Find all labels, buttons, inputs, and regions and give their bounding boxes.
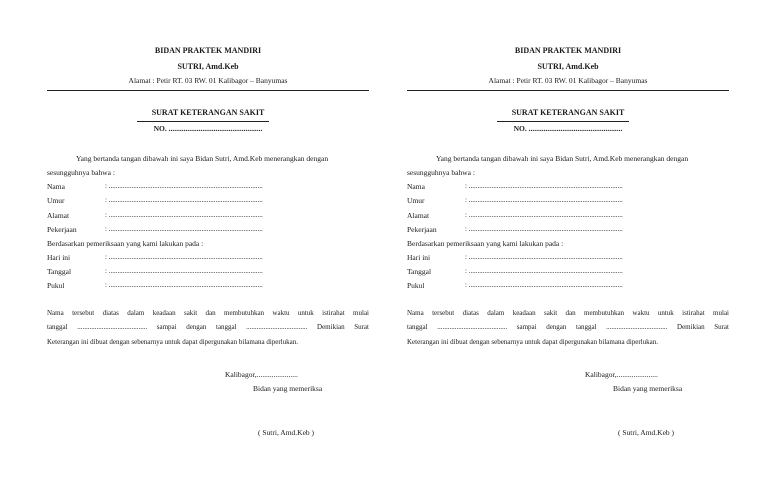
doc-title-underline <box>497 121 629 122</box>
exam-value-pukul: : ........................................................................................ <box>465 281 623 289</box>
exam-label-tanggal: Tanggal <box>47 267 72 276</box>
intro-line-2: sesungguhnya bahwa : <box>47 168 115 177</box>
header-name: SUTRI, Amd.Keb <box>537 62 599 71</box>
place-date: Kalibagor,...................... <box>225 370 298 379</box>
doc-number: NO. .................................................. <box>513 124 623 133</box>
signer-name: ( Sutri, Amd.Keb ) <box>618 428 675 437</box>
exam-label-hari: Hari ini <box>407 253 431 262</box>
field-label-alamat: Alamat <box>407 211 430 220</box>
doc-title: SURAT KETERANGAN SAKIT <box>511 108 625 117</box>
field-label-pekerjaan: Pekerjaan <box>407 225 437 234</box>
signer-name: ( Sutri, Amd.Keb ) <box>258 428 315 437</box>
field-label-umur: Umur <box>407 196 425 205</box>
doc-title: SURAT KETERANGAN SAKIT <box>151 108 265 117</box>
field-value-umur: : ........................................................................................ <box>105 196 263 204</box>
intro-line-2: sesungguhnya bahwa : <box>407 168 475 177</box>
body-line-1: Nama tersebut diatas dalam keadaan sakit dan membutuhkan waktu untuk istirahat mulai <box>407 309 729 317</box>
field-value-nama: : ........................................................................................ <box>465 182 623 190</box>
exam-value-pukul: : ........................................................................................ <box>105 281 263 289</box>
header-divider <box>47 90 369 91</box>
field-value-alamat: : ........................................................................................ <box>465 211 623 219</box>
signer-role: Bidan yang memeriksa <box>253 384 323 393</box>
intro-line-1: Yang bertanda tangan dibawah ini saya Bidan Sutri, Amd.Keb menerangkan dengan <box>436 154 689 163</box>
field-label-pekerjaan: Pekerjaan <box>47 225 77 234</box>
field-label-nama: Nama <box>47 182 65 191</box>
field-label-nama: Nama <box>407 182 425 191</box>
exam-value-tanggal: : ........................................................................................ <box>105 267 263 275</box>
header-title: BIDAN PRAKTEK MANDIRI <box>514 46 622 55</box>
field-value-nama: : ........................................................................................ <box>105 182 263 190</box>
exam-value-tanggal: : ........................................................................................ <box>465 267 623 275</box>
body-line-2: tanggal ........................................ sampai dengan tanggal ................................... Demikian Surat <box>47 323 369 331</box>
intro-line-1: Yang bertanda tangan dibawah ini saya Bidan Sutri, Amd.Keb menerangkan dengan <box>76 154 329 163</box>
header-divider <box>407 90 729 91</box>
field-label-umur: Umur <box>47 196 65 205</box>
exam-label-pukul: Pukul <box>407 281 425 290</box>
header-title: BIDAN PRAKTEK MANDIRI <box>154 46 262 55</box>
field-value-pekerjaan: : ........................................................................................ <box>465 225 623 233</box>
field-value-umur: : ........................................................................................ <box>465 196 623 204</box>
body-line-1: Nama tersebut diatas dalam keadaan sakit dan membutuhkan waktu untuk istirahat mulai <box>47 309 369 317</box>
exam-label-hari: Hari ini <box>47 253 71 262</box>
letter-left <box>47 0 369 489</box>
field-label-alamat: Alamat <box>47 211 70 220</box>
signer-role: Bidan yang memeriksa <box>613 384 683 393</box>
header-address: Alamat : Petir RT. 03 RW. 01 Kalibagor – Banyumas <box>128 76 288 85</box>
field-value-pekerjaan: : ........................................................................................ <box>105 225 263 233</box>
header-name: SUTRI, Amd.Keb <box>177 62 239 71</box>
exam-value-hari: : ........................................................................................ <box>105 253 263 261</box>
doc-number: NO. .................................................. <box>153 124 263 133</box>
place-date: Kalibagor,...................... <box>585 370 658 379</box>
exam-intro: Berdasarkan pemeriksaan yang kami lakukan pada : <box>47 239 204 248</box>
exam-label-pukul: Pukul <box>47 281 65 290</box>
doc-title-underline <box>137 121 269 122</box>
letter-right <box>407 0 729 489</box>
field-value-alamat: : ........................................................................................ <box>105 211 263 219</box>
body-line-2: tanggal ........................................ sampai dengan tanggal ................................... Demikian Surat <box>407 323 729 331</box>
exam-value-hari: : ........................................................................................ <box>465 253 623 261</box>
header-address: Alamat : Petir RT. 03 RW. 01 Kalibagor – Banyumas <box>488 76 648 85</box>
body-line-3: Keterangan ini dibuat dengan sebenarnya untuk dapat dipergunakan bilamana diperlukan. <box>47 338 299 346</box>
body-line-3: Keterangan ini dibuat dengan sebenarnya untuk dapat dipergunakan bilamana diperlukan. <box>407 338 659 346</box>
exam-label-tanggal: Tanggal <box>407 267 432 276</box>
exam-intro: Berdasarkan pemeriksaan yang kami lakukan pada : <box>407 239 564 248</box>
